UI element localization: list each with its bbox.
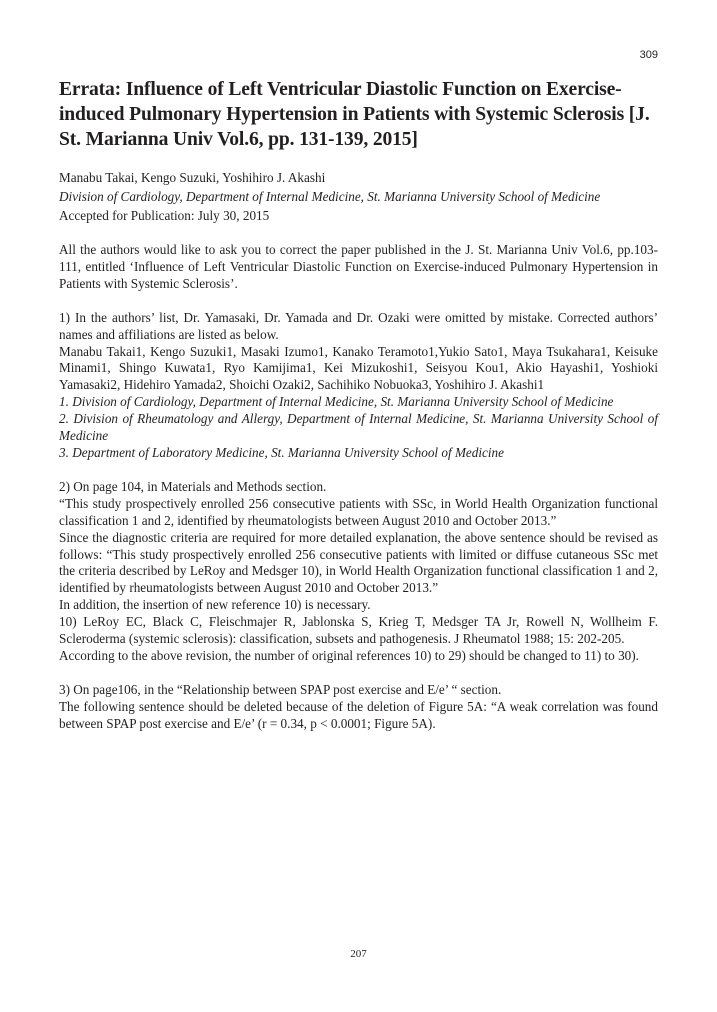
- reference-insertion-note: In addition, the insertion of new reference 10) is necessary.: [59, 597, 371, 613]
- intro-paragraph: All the authors would like to ask you to correct the paper published in the J. St. Marianna Univ Vol.6, pp.103-111, entitled ‘Influence of Left Ventricular Diastolic Function on Exercise-induced Pulmonary Hypertension in Patients with Systemic Sclerosis’.: [59, 242, 658, 291]
- author-affiliation: Division of Cardiology, Department of Internal Medicine, St. Marianna University School of Medicine: [59, 189, 601, 204]
- correction-2-section: [59, 479, 658, 665]
- bottom-page-number: 207: [350, 948, 367, 960]
- correction-3-section: [59, 682, 658, 733]
- correction-2-heading: 2) On page 104, in Materials and Methods section.: [59, 478, 327, 494]
- corrected-affiliation-3: 3. Department of Laboratory Medicine, St. Marianna University School of Medicine: [59, 444, 505, 460]
- deleted-sentence-paragraph: The following sentence should be deleted because of the deletion of Figure 5A: “A weak correlation was found between SPAP post exercise and E/e’ (r = 0.34, p < 0.0001; Figure 5A).: [59, 698, 658, 731]
- revised-sentence-paragraph: Since the diagnostic criteria are required for more detailed explanation, the above sentence should be revised as follows: “This study prospectively enrolled 256 consecutive patients with limited or diffuse cutaneous SSc met the criteria described by LeRoy and Medsger 10), in World Health Organization functional classification 1 and 2, identified by rheumatologists between August 2010 and October 2013.”: [59, 529, 658, 596]
- corrected-affiliation-1: 1. Division of Cardiology, Department of Internal Medicine, St. Marianna University School of Medicine: [59, 394, 614, 410]
- author-list: Manabu Takai, Kengo Suzuki, Yoshihiro J. Akashi: [59, 170, 326, 185]
- correction-3-heading: 3) On page106, in the “Relationship between SPAP post exercise and E/e’ “ section.: [59, 681, 502, 697]
- article-meta: [59, 168, 658, 225]
- errata-article: [59, 77, 658, 733]
- top-page-number: 309: [639, 49, 658, 61]
- corrected-author-list: Manabu Takai1, Kengo Suzuki1, Masaki Izumo1, Kanako Teramoto1,Yukio Sato1, Maya Tsukahara1, Keisuke Minami1, Shingo Kuwata1, Ryo Kamijima1, Kei Mizukoshi1, Seisyou Kou1, Akio Hayashi1, Yoshioki Yamasaki2, Hidehiro Yamada2, Shoichi Ozaki2, Sachihiko Nobuoka3, Yoshihiro J. Akashi1: [59, 343, 658, 393]
- original-sentence-quote: “This study prospectively enrolled 256 consecutive patients with SSc, in World Health Organization functional classification 1 and 2, identified by rheumatologists between August 2010 and October 2013.”: [59, 495, 658, 528]
- accepted-date: Accepted for Publication: July 30, 2015: [59, 208, 270, 223]
- reference-renumber-note: According to the above revision, the number of original references 10) to 29) should be changed to 11) to 30).: [59, 647, 639, 663]
- correction-1-section: [59, 310, 658, 462]
- article-title: Errata: Influence of Left Ventricular Diastolic Function on Exercise-induced Pulmonary Hypertension in Patients with Systemic Sclerosis [J. St. Marianna Univ Vol.6, pp. 131-139, 2015]: [59, 79, 650, 150]
- intro-section: [59, 242, 658, 293]
- new-reference-entry: 10) LeRoy EC, Black C, Fleischmajer R, Jablonska S, Krieg T, Medsger TA Jr, Rowell N, Wollheim F. Scleroderma (systemic sclerosis): classification, subsets and pathogenesis. J Rheumatol 1988; 15: 202-205.: [59, 614, 658, 647]
- corrected-affiliation-2: 2. Division of Rheumatology and Allergy, Department of Internal Medicine, St. Marianna University School of Medicine: [59, 411, 658, 444]
- correction-1-heading: 1) In the authors’ list, Dr. Yamasaki, Dr. Yamada and Dr. Ozaki were omitted by mistake. Corrected authors’ names and affiliations are listed as below.: [59, 309, 658, 342]
